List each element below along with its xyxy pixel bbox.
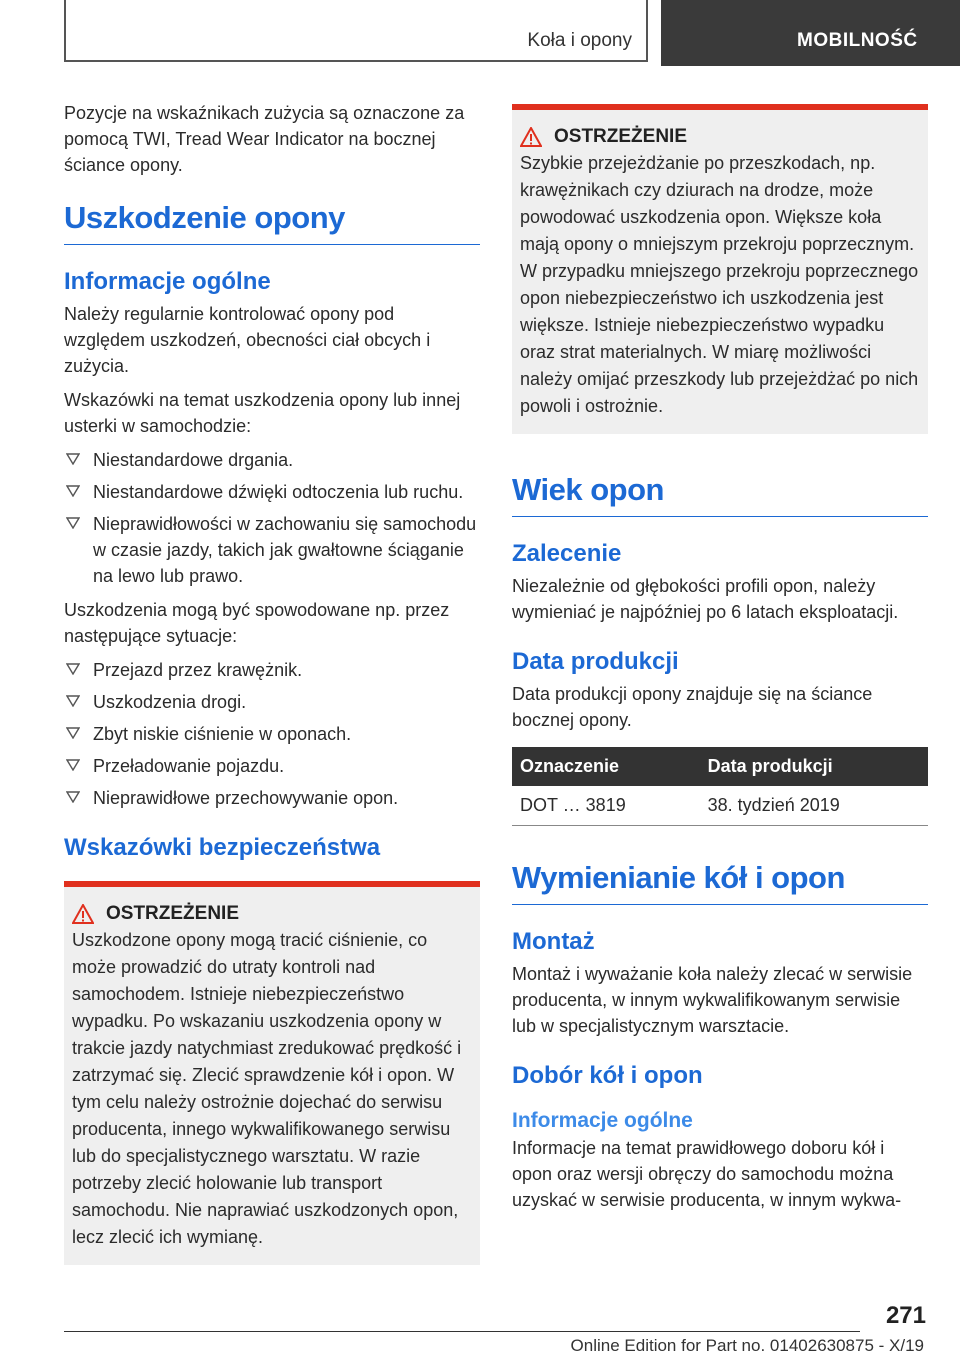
warning-title: OSTRZEŻENIE [72,903,472,925]
heading-tire-damage: Uszkodzenie opony [64,200,480,245]
list-item: Przeładowanie pojazdu. [64,753,480,779]
list-item: Uszkodzenia drogi. [64,689,480,715]
paragraph: Wskazówki na temat uszkodzenia opony lub innej usterki w samochodzie: [64,390,461,436]
table-row [512,786,928,826]
triangle-bullet-icon [66,517,80,529]
production-date-table [512,747,928,826]
list-item: Nieprawidłowe przechowywanie opon. [64,785,480,811]
heading-production-date: Data produkcji [512,648,679,675]
list-item: Niestandardowe dźwięki odtoczenia lub ruchu. [64,479,480,505]
chapter-tab [661,0,960,66]
section-tab [64,0,648,62]
subheading-general-info: Informacje ogólne [512,1109,693,1132]
heading-selection: Dobór kół i opon [512,1062,703,1089]
footer-divider [64,1331,860,1332]
triangle-bullet-icon [66,453,80,465]
warning-box [64,881,480,1265]
footer-edition: Online Edition for Part no. 01402630875 - X/19 [570,1336,924,1355]
heading-recommendation: Zalecenie [512,540,622,567]
paragraph: Informacje na temat prawidłowego doboru kół i opon oraz wersji obręczy do samochodu można uzyskać w serwisie producenta, w innym wykwa- [512,1138,902,1210]
heading-mounting: Montaż [512,928,595,955]
triangle-bullet-icon [66,727,80,739]
triangle-bullet-icon [66,791,80,803]
warning-text: Uszkodzone opony mogą tracić ciśnienie, co może prowadzić do utraty kontroli nad samochodem. Istnieje niebezpieczeństwo wypadku. Po wskazaniu uszkodzenia opony w trakcie jazdy natychmiast zredukować prędkość i zatrzymać się. Zlecić sprawdzenie kół i opon. W tym celu należy ostrożnie dojechać do serwisu producenta, innego wykwalifikowanego serwisu lub do specjalistycznego warsztatu. W razie potrzeby zlecić holowanie lub transport samochodu. Nie naprawiać uszkodzonych opon, lecz zlecić ich wymianę. [72,930,462,1247]
warning-triangle-icon [72,904,94,924]
table-cell: DOT … 3819 [512,786,700,826]
page-number: 271 [885,1302,926,1329]
table-cell: 38. tydzień 2019 [700,786,928,826]
intro-paragraph: Pozycje na wskaźnikach zużycia są oznaczone za pomocą TWI, Tread Wear Indicator na bocznej ściance opony. [64,103,465,175]
page-header [0,0,960,66]
warning-box [512,104,928,434]
column-header: Oznaczenie [512,747,700,786]
paragraph: Należy regularnie kontrolować opony pod względem uszkodzeń, obecności ciał obcych i zużycia. [64,304,431,376]
list-item: Nieprawidłowości w zachowaniu się samochodu w czasie jazdy, takich jak gwałtowne ściąganie na lewo lub prawo. [64,511,480,589]
triangle-bullet-icon [66,663,80,675]
paragraph: Data produkcji opony znajduje się na ściance bocznej opony. [512,684,873,730]
list-item: Przejazd przez krawężnik. [64,657,480,683]
paragraph: Montaż i wyważanie koła należy zlecać w serwisie producenta, w innym wykwalifikowanym serwisie lub w specjalistycznym warsztacie. [512,964,913,1036]
triangle-bullet-icon [66,695,80,707]
warning-text: W przypadku mniejszego przekroju poprzecznego opon niebezpieczeństwo ich uszkodzenia jest większe. Istnieje niebezpieczeństwo wypadku oraz strat materialnych. W miarę możliwości należy omijać przeszkody lub przejeżdżać po nich powoli i ostrożnie. [520,261,919,416]
heading-safety: Wskazówki bezpieczeństwa [64,834,381,861]
triangle-bullet-icon [66,485,80,497]
heading-general-info: Informacje ogólne [64,268,271,295]
heading-tire-age: Wiek opon [512,472,928,517]
section-title: Koła i opony [527,30,632,51]
chapter-title: MOBILNOŚĆ [797,30,918,51]
heading-replacement: Wymienianie kół i opon [512,860,928,905]
warning-triangle-icon [520,127,542,147]
list-item: Niestandardowe drgania. [64,447,480,473]
triangle-bullet-icon [66,759,80,771]
warning-text: Szybkie przejeżdżanie po przeszkodach, np. krawężnikach czy dziurach na drodze, może powodować uszkodzenia opon. Większe koła mają opony o mniejszym przekroju poprzecznym. [520,153,915,254]
symptom-list [64,447,480,589]
cause-list [64,657,480,811]
table-header-row [512,747,928,786]
warning-title: OSTRZEŻENIE [520,126,920,148]
list-item: Zbyt niskie ciśnienie w oponach. [64,721,480,747]
right-column [512,100,928,1221]
left-column [64,100,480,1265]
column-header: Data produkcji [700,747,928,786]
paragraph: Niezależnie od głębokości profili opon, należy wymieniać je najpóźniej po 6 latach eksploatacji. [512,576,899,622]
paragraph: Uszkodzenia mogą być spowodowane np. przez następujące sytuacje: [64,600,450,646]
